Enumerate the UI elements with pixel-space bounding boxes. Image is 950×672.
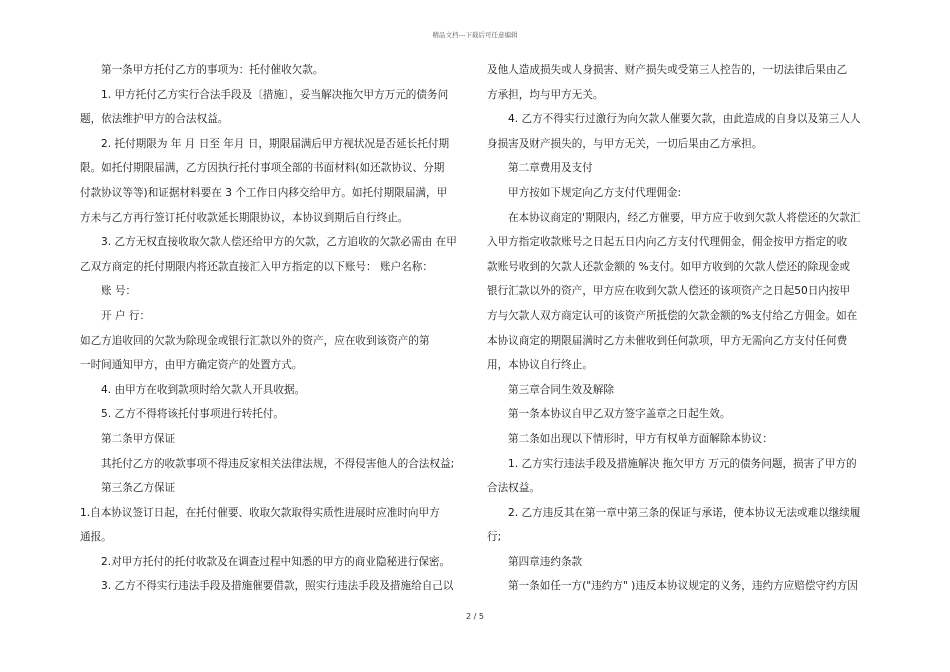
- paragraph-line: 方与欠款人双方商定认可的该资产所抵偿的欠款金额的%支付给乙方佣金。如在: [487, 309, 858, 322]
- right-column: [487, 58, 873, 599]
- paragraph-line: 3. 乙方不得实行违法手段及措施催要借款，照实行违法手段及措施给自己以: [101, 580, 454, 593]
- paragraph-line: 行;: [487, 531, 502, 544]
- paragraph-line: 4. 由甲方在收到款项时给欠款人开具收据。: [101, 383, 306, 396]
- paragraph-line: 第三条乙方保证: [101, 482, 176, 495]
- paragraph-line: 2. 托付期限为 年 月 日至 年月 日，期限届满后甲方视状况是否延长托付期: [101, 137, 450, 150]
- paragraph-line: 乙双方商定的托付期限内将还款直接汇入甲方指定的以下账号： 账户名称：: [80, 260, 433, 273]
- paragraph-line: 其托付乙方的收款事项不得违反家相关法律法规，不得侵害他人的合法权益;: [101, 457, 455, 470]
- paragraph-line: 第二条如出现以下情形时，甲方有权单方面解除本协议：: [508, 432, 773, 445]
- paragraph-line: 甲方按如下规定向乙方支付代理佣金:: [508, 186, 682, 199]
- paragraph-line: 用，本协议自行终止。: [487, 359, 593, 372]
- paragraph-line: 合法权益。: [487, 482, 540, 495]
- paragraph-line: 入甲方指定收款账号之日起五日内向乙方支付代理佣金，佣金按甲方指定的收: [487, 236, 848, 249]
- paragraph-line: 开 户 行：: [101, 309, 151, 322]
- paragraph-line: 第一条甲方托付乙方的事项为：托付催收欠款。: [101, 64, 324, 76]
- page-number: 2 / 5: [466, 612, 484, 621]
- paragraph-line: 第一条如任一方("违约方" )违反本协议规定的义务，违约方应赔偿守约方因: [508, 580, 858, 593]
- paragraph-line: 4. 乙方不得实行过激行为向欠款人催要欠款，由此造成的自身以及第三人人: [508, 113, 861, 126]
- paragraph-line: 账 号：: [101, 285, 137, 298]
- paragraph-line: 付款协议等等)和证据材料要在 3 个工作日内移交给甲方。如托付期限届满，甲: [80, 186, 448, 199]
- paragraph-line: 1.自本协议签订日起，在托付催要、收取欠款取得实质性进展时应准时向甲方: [80, 506, 440, 519]
- paragraph-line: 第二章费用及支付: [508, 162, 593, 175]
- paragraph-line: 第一条本协议自甲乙双方签字盖章之日起生效。: [508, 408, 731, 421]
- paragraph-line: 限。如托付期限届满，乙方因执行托付事项全部的书面材料(如还款协议、分期: [80, 162, 445, 175]
- paragraph-line: 1. 甲方托付乙方实行合法手段及〔措施〕，妥当解决拖欠甲方万元的债务问: [101, 88, 449, 101]
- paragraph-line: 方承担，均与甲方无关。: [487, 88, 604, 101]
- paragraph-line: 1. 乙方实行违法手段及措施解决 拖欠甲方 万元的债务问题，损害了甲方的: [508, 457, 857, 470]
- paragraph-line: 题，依法维护甲方的合法权益。: [80, 113, 229, 126]
- paragraph-line: 及他人造成损失或人身损害、财产损失或受第三人控告的，一切法律后果由乙: [487, 64, 848, 76]
- page-header: 精品文档---下载后可任意编辑: [432, 31, 518, 39]
- paragraph-line: 第三章合同生效及解除: [508, 383, 614, 396]
- left-column: [80, 58, 466, 599]
- paragraph-line: 5. 乙方不得将该托付事项进行转托付。: [101, 408, 284, 421]
- paragraph-line: 2.对甲方托付的托付收款及在调查过程中知悉的甲方的商业隐秘进行保密。: [101, 555, 451, 568]
- paragraph-line: 3. 乙方无权直接收取欠款人偿还给甲方的欠款，乙方追收的欠款必需由 在甲: [101, 236, 457, 249]
- paragraph-line: 款账号收到的欠款人还款金额的 %支付。如甲方收到的欠款人偿还的除现金或: [487, 260, 851, 273]
- paragraph-line: 方未与乙方再行签订托付收款延长期限协议，本协议到期后自行终止。: [80, 211, 409, 224]
- paragraph-line: 一时间通知甲方，由甲方确定资产的处置方式。: [80, 359, 303, 372]
- paragraph-line: 第二条甲方保证: [101, 432, 176, 445]
- paragraph-line: 通报。: [80, 531, 112, 544]
- paragraph-line: 银行汇款以外的资产，甲方应在收到欠款人偿还的该项资产之日起50日内按甲: [487, 285, 851, 298]
- paragraph-line: 本协议商定的期限届满时乙方未催收到任何款项，甲方无需向乙方支付任何费: [487, 334, 848, 347]
- paragraph-line: 第四章违约条款: [508, 555, 583, 568]
- paragraph-line: 2. 乙方违反其在第一章中第三条的保证与承诺，使本协议无法或难以继续履: [508, 506, 861, 519]
- paragraph-line: 在本协议商定的'期限内，经乙方催要，甲方应于收到欠款人将偿还的欠款汇: [508, 211, 861, 224]
- paragraph-line: 如乙方追收回的欠款为除现金或银行汇款以外的资产，应在收到该资产的第: [80, 334, 430, 347]
- paragraph-line: 身损害及财产损失的，与甲方无关，一切后果由乙方承担。: [487, 137, 763, 150]
